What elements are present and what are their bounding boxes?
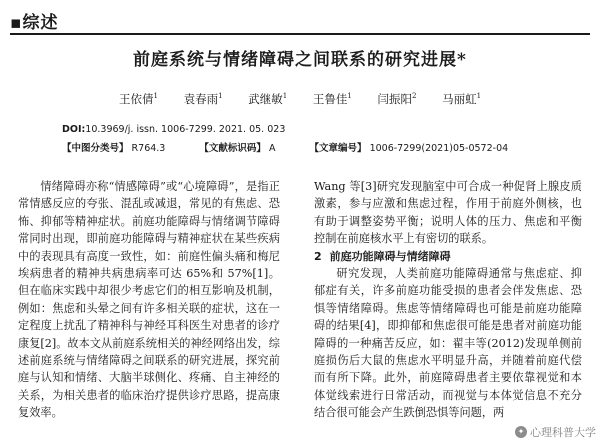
author-list [0, 91, 600, 107]
author: 王鲁佳$^1$ [312, 92, 352, 106]
paper-title: 前庭系统与情绪障碍之间联系的研究进展* [133, 50, 467, 70]
right-column [314, 178, 582, 422]
author: 武继敏$^1$ [248, 92, 288, 106]
watermark-text: 心理科普大学 [530, 426, 596, 439]
body-paragraph: Wang 等[3]研究发现脑室中可合成一种促肾上腺皮质激素，参与应激和焦虑过程，作用于前庭外侧核，也有助于调整姿势平衡；说明人体的压力、焦虑和平衡控制在前庭核水平上有密切的联系。 [314, 180, 582, 246]
doc-code-value: A [268, 143, 276, 154]
classification-line [62, 140, 508, 154]
left-column [18, 178, 280, 422]
author: 袁春雨$^1$ [183, 92, 223, 106]
article-no-value: 1006-7299(2021)05-0572-04 [369, 143, 509, 154]
watermark [515, 424, 596, 440]
section-divider [10, 33, 590, 35]
section-heading-text: 前庭功能障碍与情绪障碍 [329, 249, 451, 263]
body-paragraph: 情绪障碍亦称“情感障碍”或“心境障碍”，是指正常情感反应的夸张、混乱或减退，常见的有焦虑、恐怖、抑郁等精神症状。前庭功能障碍与情绪调节障碍常同时出现，即前庭功能障碍与精神症状在某些疾病中的表现具有高度一致性，如：前庭性偏头痛和梅尼埃病患者的精神共病患病率可达 65%和 57%[1]。但在临床实践中却很少考虑它们的相互影响及机制，例如：焦虑和头晕之间有许多相关联的症状，这在一定程度上扰乱了精神科与神经耳科医生对患者的诊疗康复[2]。故本文从前庭系统相关的神经网络出发，综述前庭系统与情绪障碍之间联系的研究进展，探究前庭与认知和情绪、大脑半球侧化、疼痛、自主神经的关系，为相关患者的临床治疗提供诊疗思路，提高康复效率。 [18, 180, 280, 420]
author: 闫振阳$^2$ [377, 92, 417, 106]
doc-code-label: 【文献标识码】 [199, 143, 266, 154]
doi-label: DOI: [62, 124, 86, 135]
article-no-label: 【文章编号】 [309, 143, 367, 154]
classification-value: R764.3 [131, 143, 166, 154]
author: 王依倩$^1$ [118, 92, 158, 106]
doi-value: 10.3969/j. issn. 1006-7299. 2021. 05. 023 [85, 124, 286, 135]
section-number: 2 [314, 249, 322, 263]
author: 马丽虹$^1$ [442, 92, 482, 106]
doi-line [62, 124, 285, 135]
wechat-icon: ✦ [515, 426, 527, 438]
section-heading [314, 248, 582, 265]
section-tag: ▪综述 [10, 13, 59, 33]
classification-label: 【中图分类号】 [62, 143, 129, 154]
body-paragraph: 研究发现，人类前庭功能障碍通常与焦虑症、抑郁症有关，许多前庭功能受损的患者会伴发焦虑、恐惧等情绪障碍。焦虑等情绪障碍也可能是前庭功能障碍的结果[4]，即抑郁和焦虑很可能是患者对前庭功能障碍的一种痛苦反应，如：翟丰等(2012)发现单侧前庭损伤后大鼠的焦虑水平明显升高，并随着前庭代偿而有所下降。此外，前庭障碍患者主要依靠视觉和本体觉线索进行日常活动，而视觉与本体觉信息不充分结合很可能会产生跌倒恐惧等问题，两 [314, 267, 582, 420]
